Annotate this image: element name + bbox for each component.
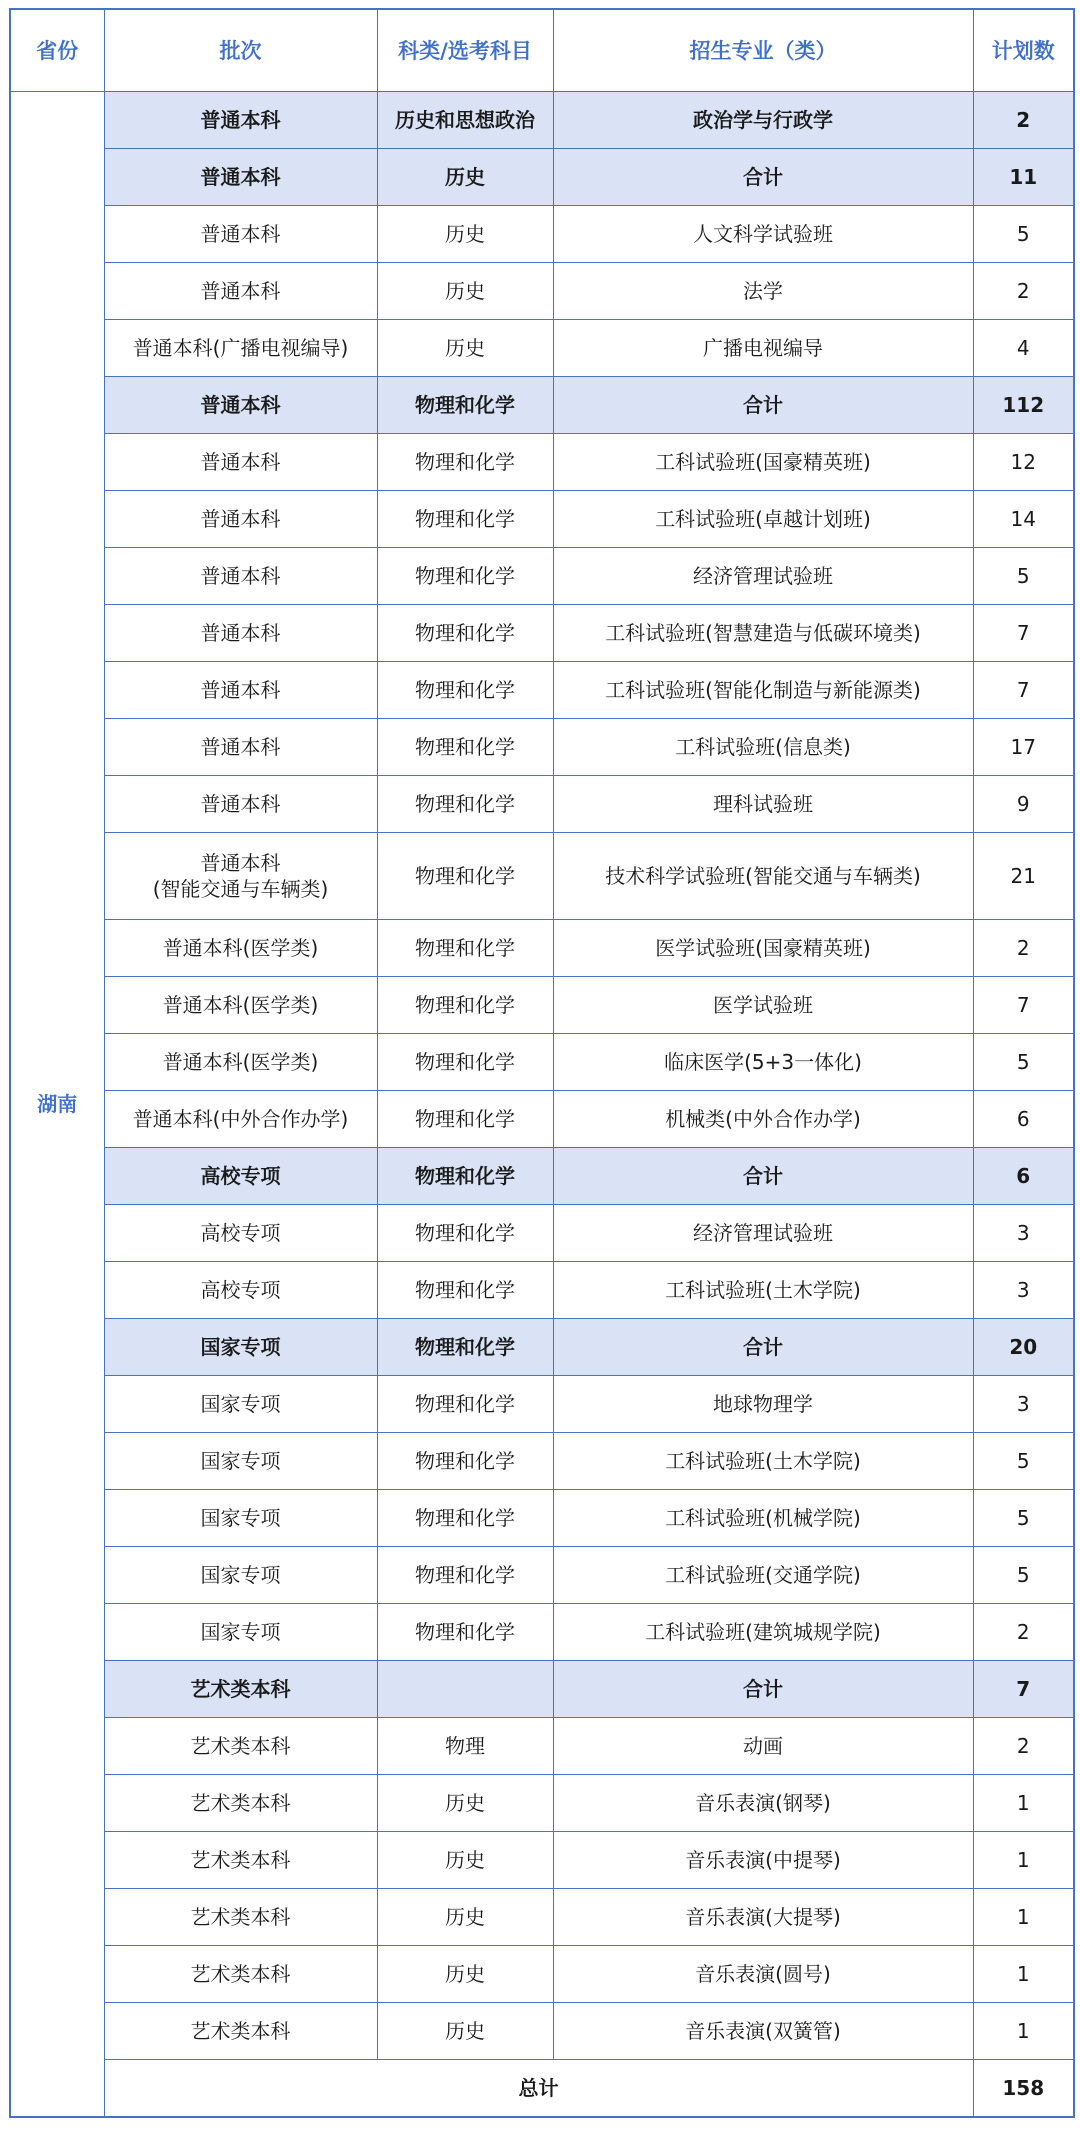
plan-cell: 7 (973, 1661, 1074, 1718)
batch-cell (104, 491, 377, 548)
province-cell: 湖南 (10, 92, 104, 2117)
batch-text: 艺术类本科 (190, 1734, 291, 1758)
batch-cell (104, 1661, 377, 1718)
header-plan: 计划数 (973, 9, 1074, 92)
table-body (10, 92, 1074, 2117)
major-cell: 音乐表演(钢琴) (553, 1775, 973, 1832)
header-major: 招生专业（类） (553, 9, 973, 92)
plan-cell: 1 (973, 1889, 1074, 1946)
subject-cell: 物理和化学 (377, 719, 553, 776)
batch-text: 高校专项 (200, 1164, 281, 1188)
table-row (10, 1946, 1074, 2003)
batch-cell (104, 206, 377, 263)
batch-text: 艺术类本科 (190, 2019, 291, 2043)
subject-cell: 历史 (377, 263, 553, 320)
batch-text: 高校专项 (200, 1221, 281, 1245)
summary-row (10, 1661, 1074, 1718)
total-plan-cell: 158 (973, 2060, 1074, 2117)
plan-cell: 1 (973, 1946, 1074, 2003)
batch-text: 普通本科 (200, 393, 281, 417)
subject-cell: 历史 (377, 206, 553, 263)
major-cell: 医学试验班 (553, 977, 973, 1034)
batch-cell (104, 1946, 377, 2003)
batch-text: 国家专项 (200, 1620, 281, 1644)
batch-text: 艺术类本科 (190, 1905, 291, 1929)
subject-cell: 物理和化学 (377, 434, 553, 491)
major-cell: 音乐表演(双簧管) (553, 2003, 973, 2060)
total-label-cell: 总计 (104, 2060, 973, 2117)
major-cell: 人文科学试验班 (553, 206, 973, 263)
major-cell: 法学 (553, 263, 973, 320)
batch-text: 国家专项 (200, 1335, 281, 1359)
batch-cell (104, 320, 377, 377)
subject-cell: 物理和化学 (377, 977, 553, 1034)
plan-cell: 14 (973, 491, 1074, 548)
subject-cell: 历史 (377, 1889, 553, 1946)
table-row (10, 833, 1074, 920)
table-row (10, 1262, 1074, 1319)
enrollment-plan-table (9, 8, 1075, 2118)
plan-cell: 9 (973, 776, 1074, 833)
major-cell: 音乐表演(大提琴) (553, 1889, 973, 1946)
batch-text: 普通本科 (200, 564, 281, 588)
subject-cell: 物理和化学 (377, 1319, 553, 1376)
batch-cell (104, 1148, 377, 1205)
table-row (10, 1034, 1074, 1091)
plan-cell: 2 (973, 92, 1074, 149)
subject-cell: 物理和化学 (377, 1490, 553, 1547)
header-subject: 科类/选考科目 (377, 9, 553, 92)
batch-cell (104, 776, 377, 833)
major-cell: 合计 (553, 1148, 973, 1205)
batch-text: 普通本科 (200, 678, 281, 702)
table-row (10, 1775, 1074, 1832)
subject-cell: 物理和化学 (377, 1034, 553, 1091)
subject-cell: 物理和化学 (377, 776, 553, 833)
subject-cell: 历史 (377, 320, 553, 377)
plan-cell: 7 (973, 605, 1074, 662)
batch-cell (104, 1205, 377, 1262)
table-row (10, 434, 1074, 491)
subject-cell: 物理和化学 (377, 662, 553, 719)
major-cell: 技术科学试验班(智能交通与车辆类) (553, 833, 973, 920)
plan-cell: 112 (973, 377, 1074, 434)
batch-text: 艺术类本科 (190, 1962, 291, 1986)
batch-text: 国家专项 (200, 1506, 281, 1530)
summary-row (10, 149, 1074, 206)
plan-cell: 7 (973, 662, 1074, 719)
batch-cell (104, 1547, 377, 1604)
plan-cell: 6 (973, 1091, 1074, 1148)
major-cell: 工科试验班(交通学院) (553, 1547, 973, 1604)
batch-subtext: (智能交通与车辆类) (152, 877, 329, 901)
batch-text: 普通本科 (200, 792, 281, 816)
batch-cell (104, 92, 377, 149)
major-cell: 工科试验班(信息类) (553, 719, 973, 776)
major-cell: 合计 (553, 149, 973, 206)
batch-text: 艺术类本科 (190, 1791, 291, 1815)
major-cell: 工科试验班(国豪精英班) (553, 434, 973, 491)
batch-cell (104, 149, 377, 206)
major-cell: 理科试验班 (553, 776, 973, 833)
batch-cell (104, 1490, 377, 1547)
major-cell: 工科试验班(卓越计划班) (553, 491, 973, 548)
major-cell: 政治学与行政学 (553, 92, 973, 149)
batch-cell (104, 1262, 377, 1319)
major-cell: 工科试验班(土木学院) (553, 1262, 973, 1319)
plan-cell: 7 (973, 977, 1074, 1034)
subject-cell: 物理和化学 (377, 1091, 553, 1148)
summary-row (10, 377, 1074, 434)
plan-cell: 21 (973, 833, 1074, 920)
subject-cell: 物理和化学 (377, 377, 553, 434)
batch-text: 普通本科(广播电视编导) (132, 336, 349, 360)
plan-cell: 1 (973, 2003, 1074, 2060)
subject-cell (377, 1661, 553, 1718)
table-row (10, 920, 1074, 977)
subject-cell: 历史 (377, 1775, 553, 1832)
major-cell: 工科试验班(建筑城规学院) (553, 1604, 973, 1661)
batch-cell (104, 434, 377, 491)
batch-cell (104, 1319, 377, 1376)
subject-cell: 历史 (377, 1832, 553, 1889)
subject-cell: 物理和化学 (377, 1205, 553, 1262)
plan-cell: 3 (973, 1376, 1074, 1433)
batch-text: 艺术类本科 (190, 1677, 291, 1701)
batch-cell (104, 1433, 377, 1490)
major-cell: 工科试验班(土木学院) (553, 1433, 973, 1490)
table-row (10, 1091, 1074, 1148)
batch-text: 普通本科 (200, 279, 281, 303)
plan-cell: 5 (973, 1433, 1074, 1490)
major-cell: 临床医学(5+3一体化) (553, 1034, 973, 1091)
batch-cell (104, 920, 377, 977)
table-row (10, 1205, 1074, 1262)
batch-text: 艺术类本科 (190, 1848, 291, 1872)
plan-cell: 5 (973, 206, 1074, 263)
subject-cell: 历史 (377, 149, 553, 206)
batch-cell (104, 548, 377, 605)
subject-cell: 物理和化学 (377, 605, 553, 662)
plan-cell: 2 (973, 920, 1074, 977)
subject-cell: 物理和化学 (377, 1148, 553, 1205)
table-row (10, 1832, 1074, 1889)
batch-text: 普通本科 (200, 165, 281, 189)
plan-cell: 5 (973, 1547, 1074, 1604)
subject-cell: 历史 (377, 2003, 553, 2060)
subject-cell: 物理和化学 (377, 548, 553, 605)
table-row (10, 1490, 1074, 1547)
batch-cell (104, 1718, 377, 1775)
plan-cell: 17 (973, 719, 1074, 776)
batch-cell (104, 1604, 377, 1661)
table-row (10, 548, 1074, 605)
subject-cell: 物理和化学 (377, 1604, 553, 1661)
table-row (10, 1604, 1074, 1661)
subject-cell: 物理和化学 (377, 491, 553, 548)
batch-text: 普通本科 (200, 621, 281, 645)
major-cell: 工科试验班(智能化制造与新能源类) (553, 662, 973, 719)
batch-text: 国家专项 (200, 1563, 281, 1587)
plan-cell: 4 (973, 320, 1074, 377)
summary-row (10, 1319, 1074, 1376)
plan-cell: 1 (973, 1832, 1074, 1889)
table-row (10, 206, 1074, 263)
batch-cell (104, 1889, 377, 1946)
plan-cell: 6 (973, 1148, 1074, 1205)
batch-cell (104, 662, 377, 719)
subject-cell: 物理和化学 (377, 1262, 553, 1319)
batch-cell (104, 977, 377, 1034)
batch-cell (104, 1775, 377, 1832)
major-cell: 机械类(中外合作办学) (553, 1091, 973, 1148)
plan-cell: 5 (973, 1490, 1074, 1547)
plan-cell: 20 (973, 1319, 1074, 1376)
batch-text: 普通本科 (200, 507, 281, 531)
header-province: 省份 (10, 9, 104, 92)
plan-cell: 2 (973, 1604, 1074, 1661)
batch-text: 普通本科 (200, 108, 281, 132)
batch-cell (104, 833, 377, 920)
batch-cell (104, 605, 377, 662)
major-cell: 医学试验班(国豪精英班) (553, 920, 973, 977)
major-cell: 经济管理试验班 (553, 548, 973, 605)
batch-cell (104, 2003, 377, 2060)
major-cell: 合计 (553, 377, 973, 434)
plan-cell: 1 (973, 1775, 1074, 1832)
table-row (10, 662, 1074, 719)
subject-cell: 物理和化学 (377, 1547, 553, 1604)
batch-cell (104, 1376, 377, 1433)
subject-cell: 历史 (377, 1946, 553, 2003)
batch-text: 普通本科 (200, 851, 281, 875)
batch-cell (104, 377, 377, 434)
summary-row (10, 1148, 1074, 1205)
subject-cell: 历史和思想政治 (377, 92, 553, 149)
batch-text: 高校专项 (200, 1278, 281, 1302)
major-cell: 地球物理学 (553, 1376, 973, 1433)
batch-text: 普通本科 (200, 450, 281, 474)
summary-row (10, 92, 1074, 149)
subject-cell: 物理和化学 (377, 1376, 553, 1433)
batch-cell (104, 1034, 377, 1091)
major-cell: 经济管理试验班 (553, 1205, 973, 1262)
table-row (10, 491, 1074, 548)
major-cell: 合计 (553, 1319, 973, 1376)
major-cell: 广播电视编导 (553, 320, 973, 377)
table-row (10, 1889, 1074, 1946)
plan-cell: 3 (973, 1205, 1074, 1262)
plan-cell: 2 (973, 263, 1074, 320)
subject-cell: 物理和化学 (377, 833, 553, 920)
batch-cell (104, 1091, 377, 1148)
plan-cell: 2 (973, 1718, 1074, 1775)
plan-cell: 5 (973, 1034, 1074, 1091)
total-row (10, 2060, 1074, 2117)
batch-cell (104, 263, 377, 320)
batch-text: 国家专项 (200, 1392, 281, 1416)
subject-cell: 物理 (377, 1718, 553, 1775)
table-row (10, 1376, 1074, 1433)
table-row (10, 977, 1074, 1034)
major-cell: 合计 (553, 1661, 973, 1718)
plan-cell: 3 (973, 1262, 1074, 1319)
batch-text: 普通本科(医学类) (162, 993, 319, 1017)
batch-text: 国家专项 (200, 1449, 281, 1473)
batch-text: 普通本科(医学类) (162, 936, 319, 960)
major-cell: 工科试验班(智慧建造与低碳环境类) (553, 605, 973, 662)
plan-cell: 12 (973, 434, 1074, 491)
batch-cell (104, 719, 377, 776)
plan-cell: 11 (973, 149, 1074, 206)
table-row (10, 776, 1074, 833)
batch-text: 普通本科 (200, 222, 281, 246)
major-cell: 音乐表演(圆号) (553, 1946, 973, 2003)
major-cell: 动画 (553, 1718, 973, 1775)
table-row (10, 605, 1074, 662)
plan-cell: 5 (973, 548, 1074, 605)
table-row (10, 1718, 1074, 1775)
table-row (10, 2003, 1074, 2060)
table-row (10, 719, 1074, 776)
batch-text: 普通本科(中外合作办学) (132, 1107, 349, 1131)
table-row (10, 263, 1074, 320)
major-cell: 工科试验班(机械学院) (553, 1490, 973, 1547)
table-row (10, 1547, 1074, 1604)
batch-text: 普通本科(医学类) (162, 1050, 319, 1074)
batch-text: 普通本科 (200, 735, 281, 759)
subject-cell: 物理和化学 (377, 1433, 553, 1490)
major-cell: 音乐表演(中提琴) (553, 1832, 973, 1889)
header-row (10, 9, 1074, 92)
table-row (10, 320, 1074, 377)
subject-cell: 物理和化学 (377, 920, 553, 977)
batch-cell (104, 1832, 377, 1889)
header-batch: 批次 (104, 9, 377, 92)
table-row (10, 1433, 1074, 1490)
